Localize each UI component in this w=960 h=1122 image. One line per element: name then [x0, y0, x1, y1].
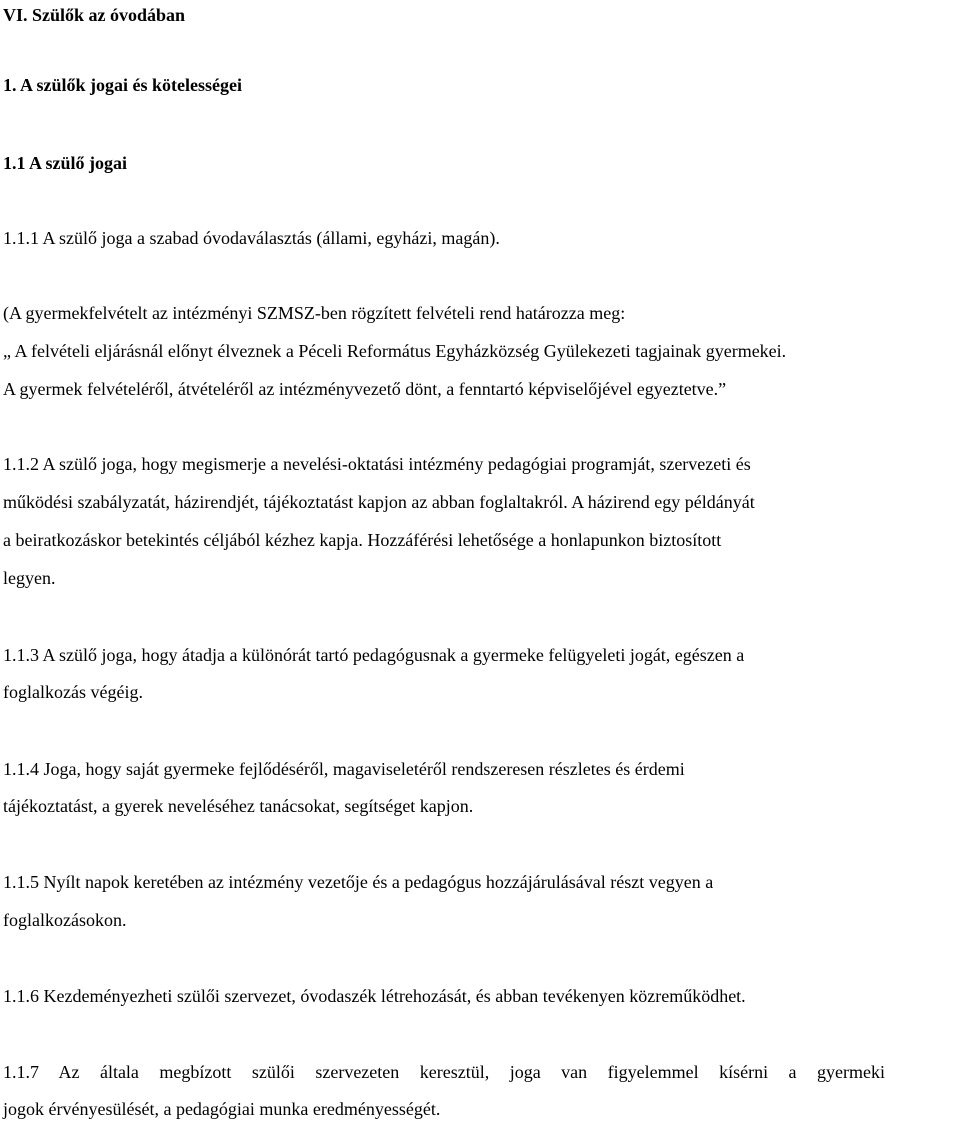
- paragraph-1-1-3-line-2: foglalkozás végéig.: [3, 682, 143, 702]
- subsection-heading: 1.1 A szülő jogai: [3, 153, 128, 173]
- paragraph-1-1-4-line-2: tájékoztatást, a gyerek neveléséhez tanácsokat, segítséget kapjon.: [3, 796, 474, 816]
- paragraph-1-1-2-line-3: a beiratkozáskor betekintés céljából kézhez kapja. Hozzáférési lehetősége a honlapunkon biztosított: [3, 530, 722, 550]
- paragraph-1-1-1: 1.1.1 A szülő joga a szabad óvodaválasztás (állami, egyházi, magán).: [3, 228, 500, 248]
- paragraph-1-1-5-line-2: foglalkozásokon.: [3, 910, 127, 930]
- paragraph-1-1-7-line-2: jogok érvényesülését, a pedagógiai munka eredményességét.: [3, 1099, 441, 1119]
- paragraph-1-1-3-line-1: 1.1.3 A szülő joga, hogy átadja a különórát tartó pedagógusnak a gyermeke felügyeleti jogát, egészen a: [3, 645, 745, 665]
- paragraph-1-1-7-line-1: 1.1.7 Az általa megbízott szülői szervezeten keresztül, joga van figyelemmel kísérni a gyermeki: [3, 1062, 885, 1082]
- paragraph-1-1-6: 1.1.6 Kezdeményezheti szülői szervezet, óvodaszék létrehozását, és abban tevékenyen közreműködhet.: [3, 986, 746, 1006]
- paragraph-1-1-4-line-1: 1.1.4 Joga, hogy saját gyermeke fejlődéséről, magaviseletéről rendszeresen részletes és érdemi: [3, 759, 685, 779]
- note-line-3: A gyermek felvételéről, átvételéről az intézményvezető dönt, a fenntartó képviselőjével egyeztetve.”: [3, 379, 727, 399]
- paragraph-1-1-2-line-4: legyen.: [3, 568, 56, 588]
- section-heading: 1. A szülők jogai és kötelességei: [3, 75, 242, 95]
- paragraph-1-1-2-line-2: működési szabályzatát, házirendjét, tájékoztatást kapjon az abban foglaltakról. A házirend egy példányát: [3, 492, 755, 512]
- note-line-2: „ A felvételi eljárásnál előnyt élveznek a Péceli Református Egyházközség Gyülekezeti tagjainak gyermekei.: [3, 341, 787, 361]
- paragraph-1-1-2-line-1: 1.1.2 A szülő joga, hogy megismerje a nevelési-oktatási intézmény pedagógiai programját, szervezeti és: [3, 454, 751, 474]
- paragraph-1-1-5-line-1: 1.1.5 Nyílt napok keretében az intézmény vezetője és a pedagógus hozzájárulásával részt vegyen a: [3, 872, 714, 892]
- chapter-heading: VI. Szülők az óvodában: [3, 5, 186, 25]
- note-line-1: (A gyermekfelvételt az intézményi SZMSZ-ben rögzített felvételi rend határozza meg:: [3, 303, 626, 323]
